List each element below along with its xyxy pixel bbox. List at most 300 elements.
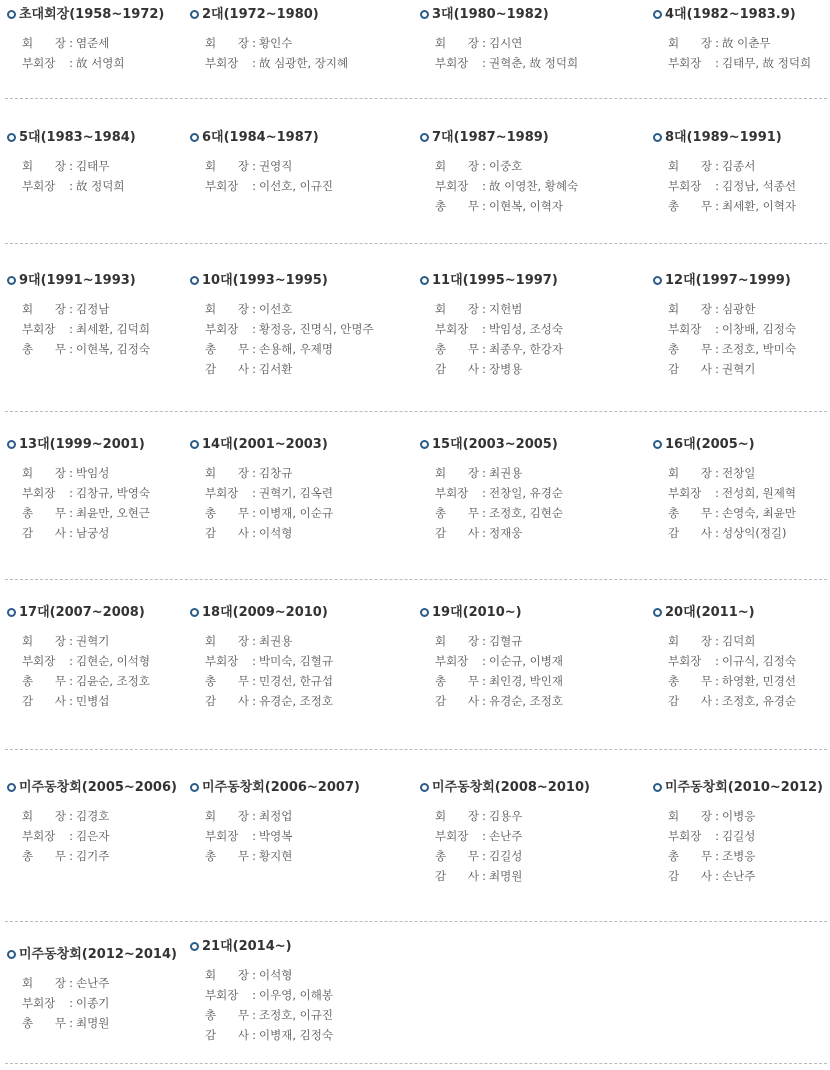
bullet-circle-icon (7, 133, 16, 142)
separator-colon: : (482, 654, 486, 668)
officer-names: 전창일 (722, 466, 756, 480)
separator-colon: : (252, 342, 256, 356)
officer-row (205, 33, 348, 53)
separator-colon: : (252, 1008, 256, 1022)
officer-row (22, 1013, 109, 1033)
officer-role: 부회장 (668, 829, 702, 843)
officer-row (435, 483, 563, 503)
officer-names: 심광한 (722, 302, 756, 316)
term-title (420, 271, 558, 291)
separator-colon: : (69, 829, 73, 843)
officer-row (435, 176, 578, 196)
officer-names: 故 정덕희 (76, 179, 125, 193)
officer-role: 회 장 (205, 159, 249, 173)
term-title (190, 435, 328, 455)
officer-names: 김태무 (76, 159, 110, 173)
officer-row (205, 299, 374, 319)
separator-colon: : (69, 694, 73, 708)
bullet-circle-icon (190, 440, 199, 449)
bullet-circle-icon (190, 608, 199, 617)
officer-role: 부회장 (668, 322, 702, 336)
bullet-circle-icon (190, 942, 199, 951)
separator-colon: : (715, 869, 719, 883)
term-title-text: 19대(2010~) (432, 605, 522, 620)
officer-list (668, 806, 755, 886)
officer-role: 부회장 (435, 322, 469, 336)
officer-names: 박영복 (259, 829, 293, 843)
separator-colon: : (252, 466, 256, 480)
separator-colon: : (69, 486, 73, 500)
bullet-circle-icon (7, 440, 16, 449)
officer-row (668, 651, 796, 671)
term-title (7, 435, 145, 455)
officer-row (668, 866, 755, 886)
officer-role: 부회장 (205, 179, 239, 193)
separator-colon: : (69, 674, 73, 688)
officer-row (668, 523, 796, 543)
officer-names: 최권용 (489, 466, 523, 480)
officer-list (205, 156, 333, 196)
officer-row (205, 826, 292, 846)
officer-row (435, 463, 563, 483)
officer-names: 조병응 (722, 849, 756, 863)
officer-row (22, 319, 150, 339)
officer-row (205, 806, 292, 826)
separator-colon: : (69, 809, 73, 823)
officer-row (668, 156, 796, 176)
term-title-text: 15대(2003~2005) (432, 437, 558, 452)
separator-colon: : (252, 56, 256, 70)
officer-row (435, 156, 578, 176)
term-title-text: 미주동창회(2005~2006) (19, 780, 177, 795)
officer-row (435, 359, 563, 379)
officer-row (668, 826, 755, 846)
officer-list (435, 631, 563, 711)
separator-colon: : (69, 1016, 73, 1030)
term-title (653, 603, 755, 623)
officer-list (205, 631, 333, 711)
officer-names: 이중호 (489, 159, 523, 173)
officer-names: 하영환, 민경선 (722, 674, 796, 688)
term-title (190, 271, 328, 291)
term-title (653, 778, 823, 798)
term-title (7, 271, 136, 291)
term-title (420, 435, 558, 455)
officer-list (22, 973, 109, 1033)
officer-row (668, 463, 796, 483)
officer-row (435, 319, 563, 339)
officer-role: 총 무 (668, 342, 712, 356)
officer-names: 이병재, 김정숙 (259, 1028, 333, 1042)
officer-role: 회 장 (435, 809, 479, 823)
officer-role: 총 무 (205, 1008, 249, 1022)
separator-colon: : (252, 674, 256, 688)
officer-names: 이순규, 이병재 (489, 654, 563, 668)
separator-colon: : (715, 486, 719, 500)
officer-names: 권영직 (259, 159, 293, 173)
officer-row (668, 196, 796, 216)
term-title-text: 미주동창회(2008~2010) (432, 780, 590, 795)
term-section (0, 603, 830, 708)
officer-row (435, 196, 578, 216)
officer-role: 총 무 (205, 849, 249, 863)
officer-names: 故 심광한, 장지혜 (259, 56, 349, 70)
separator-colon: : (482, 526, 486, 540)
bullet-circle-icon (7, 950, 16, 959)
officer-names: 정재웅 (489, 526, 523, 540)
officer-row (205, 176, 333, 196)
officer-names: 김종서 (722, 159, 756, 173)
separator-colon: : (482, 829, 486, 843)
officer-role: 총 무 (205, 674, 249, 688)
separator-colon: : (715, 302, 719, 316)
separator-colon: : (482, 674, 486, 688)
officer-names: 손난주 (76, 976, 110, 990)
officer-row (205, 1025, 333, 1045)
separator-colon: : (715, 342, 719, 356)
term-title-text: 5대(1983~1984) (19, 130, 136, 145)
officer-names: 박미숙, 김혈규 (259, 654, 333, 668)
officer-names: 조정호, 박미숙 (722, 342, 796, 356)
officer-role: 감 사 (205, 1028, 249, 1042)
officer-row (205, 965, 333, 985)
separator-colon: : (715, 694, 719, 708)
separator-colon: : (252, 322, 256, 336)
officer-names: 염준세 (76, 36, 110, 50)
term-title (7, 603, 145, 623)
officer-names: 황지현 (259, 849, 293, 863)
officer-names: 김윤순, 조정호 (76, 674, 150, 688)
officer-role: 감 사 (668, 526, 712, 540)
officer-role: 회 장 (205, 968, 249, 982)
separator-colon: : (482, 466, 486, 480)
officer-role: 감 사 (435, 694, 479, 708)
separator-colon: : (715, 674, 719, 688)
officer-list (435, 33, 578, 73)
officer-role: 총 무 (205, 506, 249, 520)
officer-names: 최명원 (489, 869, 523, 883)
officer-row (668, 339, 796, 359)
officer-row (22, 33, 124, 53)
officer-row (22, 806, 109, 826)
officer-row (668, 299, 796, 319)
separator-colon: : (252, 526, 256, 540)
term-title (7, 5, 164, 25)
officer-names: 손난주 (722, 869, 756, 883)
officer-role: 회 장 (668, 809, 712, 823)
officer-names: 전성희, 원제혁 (722, 486, 796, 500)
officer-role: 회 장 (435, 302, 479, 316)
bullet-circle-icon (420, 440, 429, 449)
officer-names: 권혁춘, 故 정덕희 (489, 56, 579, 70)
separator-colon: : (482, 342, 486, 356)
separator-colon: : (482, 56, 486, 70)
officer-row (435, 299, 563, 319)
term-section (0, 271, 830, 376)
officer-role: 총 무 (22, 342, 66, 356)
separator-colon: : (69, 976, 73, 990)
officer-names: 최윤만, 오현근 (76, 506, 150, 520)
separator-colon: : (252, 829, 256, 843)
officer-names: 남궁성 (76, 526, 110, 540)
term-title (420, 128, 549, 148)
officer-list (668, 33, 811, 73)
officer-names: 황정응, 진명식, 안명주 (259, 322, 374, 336)
officer-row (22, 53, 124, 73)
officer-role: 회 장 (22, 36, 66, 50)
officer-list (668, 463, 796, 543)
separator-colon: : (715, 829, 719, 843)
officer-role: 감 사 (668, 362, 712, 376)
officer-role: 회 장 (22, 466, 66, 480)
officer-role: 부회장 (22, 179, 56, 193)
officer-row (668, 53, 811, 73)
separator-colon: : (69, 996, 73, 1010)
term-title-text: 10대(1993~1995) (202, 273, 328, 288)
officer-list (205, 965, 333, 1045)
separator-colon: : (69, 526, 73, 540)
officer-row (668, 319, 796, 339)
officer-list (668, 299, 796, 379)
officer-names: 김기주 (76, 849, 110, 863)
separator-colon: : (715, 809, 719, 823)
officer-role: 회 장 (22, 976, 66, 990)
officer-role: 회 장 (22, 159, 66, 173)
officer-row (205, 53, 348, 73)
term-section (0, 5, 830, 95)
separator-colon: : (252, 179, 256, 193)
bullet-circle-icon (190, 276, 199, 285)
term-title-text: 2대(1972~1980) (202, 7, 319, 22)
officer-row (435, 866, 522, 886)
bullet-circle-icon (190, 783, 199, 792)
officer-role: 부회장 (435, 179, 469, 193)
bullet-circle-icon (653, 276, 662, 285)
separator-colon: : (252, 506, 256, 520)
officer-row (22, 463, 150, 483)
officer-row (205, 156, 333, 176)
officer-role: 회 장 (205, 466, 249, 480)
officer-row (435, 806, 522, 826)
officer-names: 유경순, 조정호 (489, 694, 563, 708)
separator-colon: : (715, 849, 719, 863)
officer-role: 회 장 (668, 466, 712, 480)
officer-names: 김정남 (76, 302, 110, 316)
term-title (190, 128, 319, 148)
separator-colon: : (715, 506, 719, 520)
officer-role: 부회장 (668, 56, 702, 70)
officer-role: 부회장 (22, 829, 56, 843)
separator-colon: : (252, 634, 256, 648)
separator-colon: : (482, 809, 486, 823)
separator-colon: : (715, 634, 719, 648)
officer-list (22, 299, 150, 359)
officer-row (435, 846, 522, 866)
officer-row (435, 671, 563, 691)
term-title-text: 16대(2005~) (665, 437, 755, 452)
officer-role: 회 장 (668, 302, 712, 316)
officer-row (205, 483, 333, 503)
officer-names: 김경호 (76, 809, 110, 823)
officer-role: 회 장 (668, 159, 712, 173)
officer-row (435, 523, 563, 543)
separator-colon: : (482, 302, 486, 316)
officer-names: 김창규 (259, 466, 293, 480)
bullet-circle-icon (420, 783, 429, 792)
officer-row (668, 176, 796, 196)
separator-colon: : (715, 179, 719, 193)
officer-names: 조정호, 이규진 (259, 1008, 333, 1022)
officer-names: 민병섭 (76, 694, 110, 708)
officer-role: 총 무 (435, 849, 479, 863)
term-section (0, 435, 830, 540)
separator-colon: : (252, 302, 256, 316)
officer-role: 감 사 (22, 694, 66, 708)
officer-list (435, 299, 563, 379)
dashed-divider (5, 1063, 827, 1064)
term-title-text: 4대(1982~1983.9) (665, 7, 796, 22)
officer-names: 김서환 (259, 362, 293, 376)
officer-list (22, 156, 124, 196)
officer-role: 총 무 (22, 849, 66, 863)
separator-colon: : (482, 849, 486, 863)
separator-colon: : (69, 322, 73, 336)
separator-colon: : (715, 36, 719, 50)
officer-list (22, 631, 150, 711)
officer-row (22, 691, 150, 711)
officer-role: 부회장 (205, 486, 239, 500)
officer-role: 회 장 (22, 809, 66, 823)
officer-role: 총 무 (435, 506, 479, 520)
separator-colon: : (715, 654, 719, 668)
separator-colon: : (252, 1028, 256, 1042)
officer-names: 김태무, 故 정덕희 (722, 56, 812, 70)
officer-role: 회 장 (435, 466, 479, 480)
officer-list (205, 299, 374, 379)
officer-row (205, 339, 374, 359)
officer-names: 손난주 (489, 829, 523, 843)
term-title (7, 128, 136, 148)
term-section (0, 778, 830, 883)
officer-role: 부회장 (22, 322, 56, 336)
term-title (7, 945, 177, 965)
officer-names: 성상익(정길) (722, 526, 787, 540)
officer-role: 총 무 (668, 199, 712, 213)
separator-colon: : (715, 159, 719, 173)
separator-colon: : (69, 654, 73, 668)
separator-colon: : (69, 506, 73, 520)
officer-row (668, 631, 796, 651)
officer-names: 전창일, 유경순 (489, 486, 563, 500)
officer-role: 총 무 (435, 674, 479, 688)
officer-names: 조정호, 김현순 (489, 506, 563, 520)
officer-role: 총 무 (205, 342, 249, 356)
term-title (420, 603, 522, 623)
separator-colon: : (252, 362, 256, 376)
officer-role: 회 장 (668, 634, 712, 648)
officer-role: 총 무 (668, 506, 712, 520)
term-title-text: 6대(1984~1987) (202, 130, 319, 145)
officer-role: 감 사 (205, 362, 249, 376)
officer-role: 회 장 (22, 634, 66, 648)
term-title (653, 128, 782, 148)
separator-colon: : (482, 869, 486, 883)
bullet-circle-icon (7, 783, 16, 792)
separator-colon: : (715, 56, 719, 70)
separator-colon: : (715, 322, 719, 336)
separator-colon: : (482, 694, 486, 708)
separator-colon: : (69, 466, 73, 480)
officer-role: 감 사 (205, 526, 249, 540)
officer-row (205, 319, 374, 339)
officer-row (22, 973, 109, 993)
bullet-circle-icon (420, 10, 429, 19)
officer-names: 이규식, 김정숙 (722, 654, 796, 668)
term-title (190, 937, 292, 957)
term-title (653, 435, 755, 455)
term-section (0, 128, 830, 218)
separator-colon: : (252, 988, 256, 1002)
separator-colon: : (482, 199, 486, 213)
officer-names: 김혈규 (489, 634, 523, 648)
officer-role: 부회장 (22, 654, 56, 668)
term-title (190, 778, 360, 798)
officer-names: 지헌범 (489, 302, 523, 316)
officer-row (668, 846, 755, 866)
officer-names: 박임성, 조성숙 (489, 322, 563, 336)
officer-names: 권혁기 (76, 634, 110, 648)
term-title-text: 8대(1989~1991) (665, 130, 782, 145)
officer-names: 故 이영찬, 황혜숙 (489, 179, 579, 193)
officer-row (205, 846, 292, 866)
officer-names: 이석형 (259, 968, 293, 982)
term-title-text: 21대(2014~) (202, 939, 292, 954)
officer-row (205, 503, 333, 523)
officer-names: 김길성 (489, 849, 523, 863)
officer-names: 황인수 (259, 36, 293, 50)
term-title (653, 271, 791, 291)
officer-names: 손용해, 우제명 (259, 342, 333, 356)
officer-list (435, 463, 563, 543)
officer-names: 민경선, 한규섭 (259, 674, 333, 688)
dashed-divider (5, 411, 827, 412)
term-title-text: 18대(2009~2010) (202, 605, 328, 620)
officer-row (22, 156, 124, 176)
officer-list (205, 463, 333, 543)
officer-row (668, 806, 755, 826)
officer-role: 회 장 (435, 634, 479, 648)
bullet-circle-icon (420, 276, 429, 285)
officer-role: 부회장 (435, 56, 469, 70)
officer-role: 회 장 (205, 302, 249, 316)
officer-role: 총 무 (22, 506, 66, 520)
officer-names: 최권용 (259, 634, 293, 648)
officer-row (435, 339, 563, 359)
officer-role: 감 사 (435, 869, 479, 883)
officer-row (22, 846, 109, 866)
term-title-text: 14대(2001~2003) (202, 437, 328, 452)
separator-colon: : (69, 56, 73, 70)
officer-role: 회 장 (205, 634, 249, 648)
officer-role: 감 사 (435, 362, 479, 376)
dashed-divider (5, 243, 827, 244)
separator-colon: : (252, 159, 256, 173)
officer-row (22, 671, 150, 691)
officer-role: 부회장 (205, 56, 239, 70)
officer-row (205, 463, 333, 483)
officer-row (668, 33, 811, 53)
term-title-text: 미주동창회(2006~2007) (202, 780, 360, 795)
